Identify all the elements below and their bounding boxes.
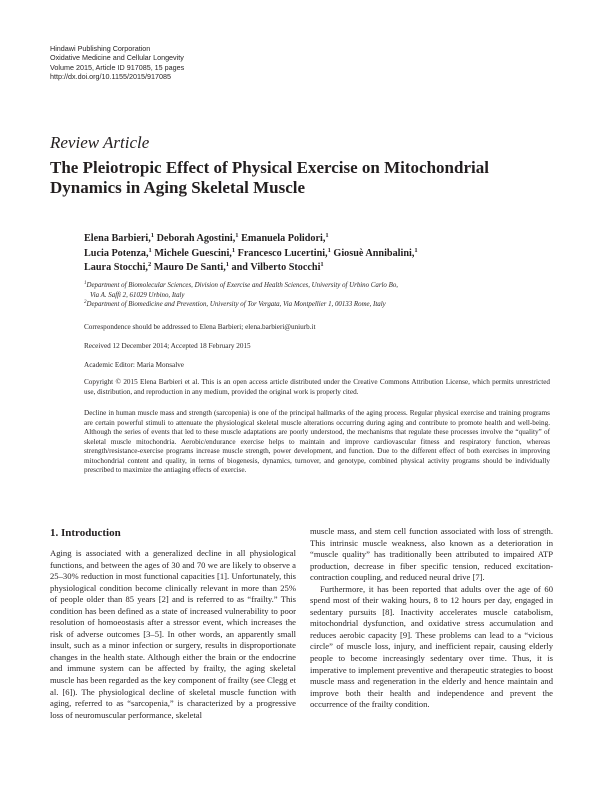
abstract: Decline in human muscle mass and strength (sarcopenia) is one of the principal hallmarks of the aging process. Regular physical exercise and training programs are certain powerful stimuli to attenuate the physiological skeletal muscle alterations occurring during aging and contribute to promote health and well-being. Although the series of events that led to these muscle adaptations are poorly understood, the mechanisms that regulate these processes involve the “quality” of skeletal muscle mitochondria. Aerobic/endurance exercise helps to maintain and improve cardiovascular fitness and respiratory function, whereas strength/resistance-exercise programs increase muscle strength, power development, and function. Due to the different effect of both exercises in improving mitochondrial content and quality, in terms of biogenesis, dynamics, turnover, and genotype, combined physical activity programs should be individually prescribed to maximize the antiaging effects of exercise. bbox=[84, 409, 550, 474]
affiliation-marker: 1 bbox=[84, 281, 87, 286]
author-name: Francesco Lucertini, bbox=[235, 247, 328, 259]
affiliation-1-address: Via A. Saffi 2, 61029 Urbino, Italy bbox=[90, 291, 185, 299]
author-name: Giosuè Annibalini, bbox=[330, 247, 415, 259]
author-name: Michele Guescini, bbox=[151, 247, 232, 259]
title-line-2: Dynamics in Aging Skeletal Muscle bbox=[50, 178, 306, 197]
affiliation-marker: 2 bbox=[84, 300, 87, 305]
author-name: Elena Barbieri, bbox=[84, 233, 151, 244]
paper-title bbox=[50, 158, 570, 198]
body-paragraph: muscle mass, and stem cell function associated with loss of strength. This intrinsic muscle weakness, also known as a deterioration in “muscle quality” has traditionally been attributed to impaired ATP production, decrease in fiber specific tension, reduced excitation-contraction coupling, and reduced neural drive [7]. bbox=[310, 526, 553, 583]
body-paragraph: Aging is associated with a generalized decline in all physiological functions, and between the ages of 30 and 70 we are likely to observe a 25–30% reduction in most functional capacities [1]. Unfortunately, this physiological condition become clinically relevant in more than 25% of people older than 85 years [2] and is referred to as “frailty.” This condition has been defined as a state of increased vulnerability to poor resolution of homoeostasis after a stressor event, which increases the risk of adverse outcomes [3–5]. In other words, an apparently small insult, such as a minor infection or surgery, results in disproportionate changes in the health state. Although either the brain or the endocrine and immune system can be affected by frailty, the aging skeletal muscle has been regarded as the key component of frailty (see Clegg et al. [6]). The physiological decline of skeletal muscle function with aging, referred to as “sarcopenia,” is characterized by a progressive loss of neuromuscular performance, skeletal bbox=[50, 548, 296, 720]
affiliation-marker: 1 bbox=[235, 232, 239, 239]
author-name: Deborah Agostini, bbox=[154, 233, 236, 244]
column-right bbox=[310, 526, 553, 711]
received-dates: Received 12 December 2014; Accepted 18 February 2015 bbox=[84, 342, 251, 350]
affiliation-marker: 1 bbox=[231, 246, 236, 254]
author-name: Lucia Potenza, bbox=[84, 247, 149, 259]
affiliation-marker: 1 bbox=[414, 246, 418, 254]
body-paragraph: Furthermore, it has been reported that adults over the age of 60 spend most of their waking hours, 8 to 12 hours per day, engaged in sedentary pursuits [8]. Inactivity accelerates muscle catabolism, mitochondrial dysfunction, and oxidative stress accumulation and reduces aerobic capacity [9]. These problems can lead to a “vicious circle” of muscle loss, injury, and inefficient repair, causing elderly people to become increasingly sedentary over time. Thus, it is imperative to implement preventive and therapeutic strategies to boost muscle mass and regeneration in the elderly and hence maintain and improve both their health and independence and prevent the occurrence of the frailty condition. bbox=[310, 583, 553, 710]
affiliation-marker: 1 bbox=[325, 232, 329, 239]
affiliation-marker: 1 bbox=[148, 246, 152, 254]
affiliation-marker: 1 bbox=[150, 232, 155, 239]
affiliations bbox=[84, 281, 544, 310]
affiliation-marker: 2 bbox=[147, 261, 152, 268]
affiliation-1 bbox=[84, 281, 544, 291]
affiliation-text: Department of Biomedicine and Prevention, University of Tor Vergata, Via Montpellier 1, 00133 Rome, Italy bbox=[86, 301, 386, 308]
article-type: Review Article bbox=[50, 133, 150, 152]
column-left bbox=[50, 548, 296, 721]
author-name: Mauro De Santi, bbox=[151, 262, 226, 273]
affiliation-marker: 1 bbox=[327, 246, 331, 254]
doi-link[interactable]: http://dx.doi.org/10.1155/2015/917085 bbox=[50, 72, 171, 82]
author-line bbox=[84, 232, 544, 247]
copyright-notice: Copyright © 2015 Elena Barbieri et al. This is an open access article distributed under the Creative Commons Attribution License, which permits unrestricted use, distribution, and reproduction in any medium, provided the original work is properly cited. bbox=[84, 378, 550, 396]
author-line bbox=[84, 261, 544, 276]
author-name: and Vilberto Stocchi bbox=[229, 262, 321, 273]
volume-info: Volume 2015, Article ID 917085, 15 pages bbox=[50, 62, 185, 72]
affiliation-marker: 1 bbox=[320, 261, 324, 268]
author-name: Emanuela Polidori, bbox=[238, 233, 326, 244]
journal-name: Oxidative Medicine and Cellular Longevity bbox=[50, 53, 184, 63]
title-line-1: The Pleiotropic Effect of Physical Exercise on Mitochondrial bbox=[50, 158, 489, 177]
correspondence: Correspondence should be addressed to Elena Barbieri; elena.barbieri@uniurb.it bbox=[84, 323, 316, 331]
affiliation-text: Department of Biomolecular Sciences, Division of Exercise and Health Sciences, University of Urbino Carlo Bo, bbox=[86, 282, 398, 289]
affiliation-2 bbox=[84, 300, 544, 310]
publisher-name: Hindawi Publishing Corporation bbox=[50, 44, 151, 53]
author-name: Laura Stocchi, bbox=[84, 262, 148, 273]
affiliation-marker: 1 bbox=[225, 261, 229, 268]
section-heading: 1. Introduction bbox=[50, 527, 121, 539]
academic-editor: Academic Editor: Maria Monsalve bbox=[84, 361, 184, 369]
author-line bbox=[84, 247, 544, 262]
author-list bbox=[84, 232, 544, 276]
journal-header bbox=[50, 44, 310, 82]
